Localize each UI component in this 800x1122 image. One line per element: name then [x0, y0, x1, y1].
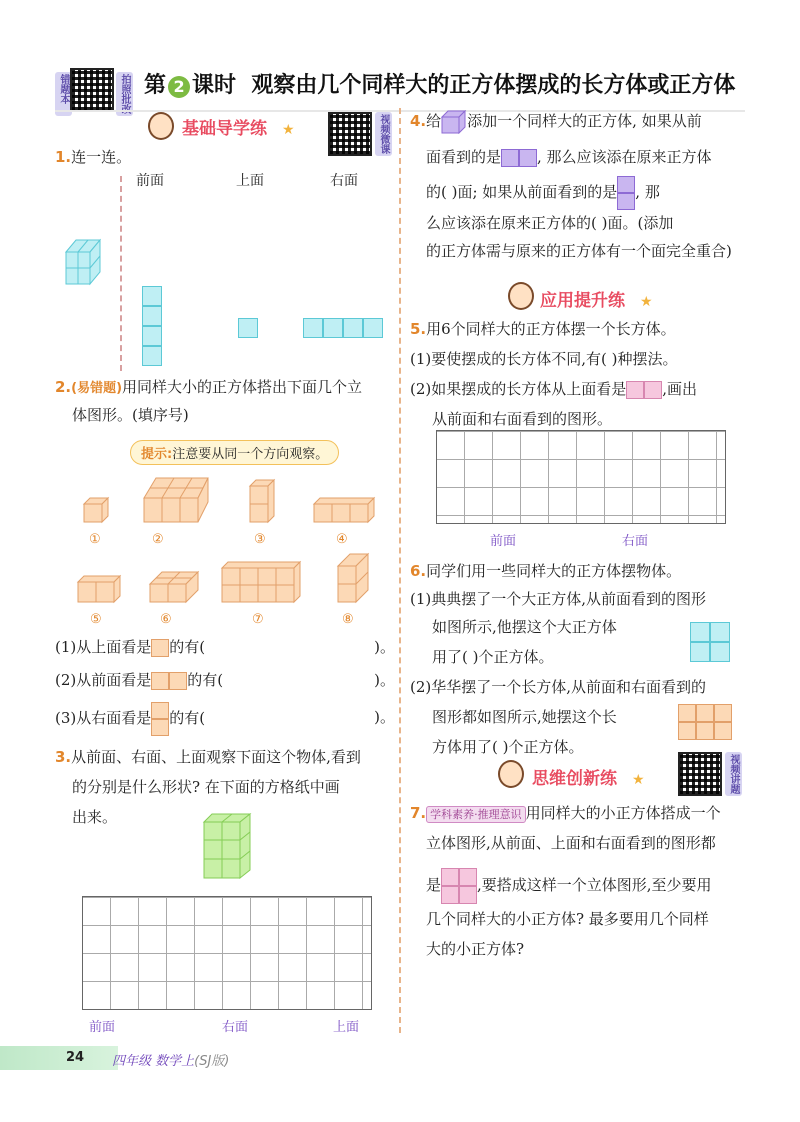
q3-object: [202, 812, 254, 880]
q3-line1: [55, 742, 361, 772]
q4-c: 的( )面; 如果从前面看到的是: [426, 183, 618, 201]
q2-sub2: [55, 665, 395, 695]
q2-sub2-c: )。: [374, 671, 395, 689]
error-book-label: 错题本: [55, 72, 72, 116]
q6-cube-front-view: [690, 622, 730, 662]
q2-hint: [130, 440, 339, 465]
cartoon-kid-icon: [508, 282, 534, 310]
q1-text: 连一连。: [71, 148, 132, 166]
q5-label-right: 右面: [622, 534, 649, 549]
page-title: [144, 68, 735, 99]
q3-label-top: 上面: [333, 1020, 360, 1035]
cube-cell: [142, 346, 162, 366]
q5-text: 用6个同样大的正方体摆一个长方体。: [426, 320, 676, 338]
q7-line1: [410, 798, 721, 830]
q4-front-view-vertical: [617, 176, 635, 210]
q2-sub1-b: 的有(: [169, 638, 206, 656]
label-5: ⑤: [90, 612, 102, 627]
q5-s2-c: 从前面和右面看到的图形。: [432, 410, 613, 428]
shape-two-squares: [151, 672, 187, 690]
q7-line2: 立体图形,从前面、上面和右面看到的图形都: [426, 834, 716, 852]
q4-b1: 面看到的是: [426, 148, 502, 166]
q1-number: 1.: [55, 148, 72, 166]
cube-cell: [617, 176, 635, 193]
cube-cell: [323, 318, 343, 338]
q6-s2-a: (2)华华摆了一个长方体,从前面和右面看到的: [410, 678, 707, 696]
cartoon-kid-icon: [148, 112, 174, 140]
photo-grading-label: 拍照批改: [116, 72, 133, 116]
q7-line5: 大的小正方体?: [426, 940, 525, 958]
q4-line5: 的正方体需与原来的正方体有一个面完全重合): [426, 242, 732, 260]
star-icon: ★: [282, 122, 295, 138]
q1-top-view: [238, 318, 258, 338]
q4-c2: , 那: [635, 183, 660, 201]
q6-s1-c: 用了( )个正方体。: [432, 648, 554, 666]
cube-cell: [644, 381, 662, 399]
q2-sub3-b: 的有(: [169, 709, 206, 727]
q3-label-front: 前面: [89, 1020, 116, 1035]
cube-cell: [678, 722, 696, 740]
section-apply-banner: 应用提升练: [540, 291, 625, 311]
q4-line3: [426, 176, 660, 210]
q7-tag: 学科素养·推理意识: [426, 806, 526, 823]
shape-2: [142, 474, 210, 524]
q2-sub3-c: )。: [374, 708, 395, 726]
cube-cell: [690, 642, 710, 662]
q5-s2-a: (2)如果摆成的长方体从上面看是: [410, 380, 627, 398]
column-divider: [399, 108, 401, 1033]
q5-label-front: 前面: [490, 534, 517, 549]
star-icon: ★: [632, 772, 645, 788]
q7-c2: ,要搭成这样一个立体图形,至少要用: [477, 876, 712, 894]
q7-view-shape: [441, 868, 477, 904]
footer-grade: 四年级 数学上: [112, 1054, 195, 1069]
q2-sub3: [55, 702, 395, 736]
cube-cell: [151, 672, 169, 690]
cube-cell: [169, 672, 187, 690]
qr-code-video-lesson[interactable]: [328, 112, 372, 156]
q7-line4: 几个同样大的小正方体? 最多要用几个同样: [426, 910, 709, 928]
q1-col-right: 右面: [330, 173, 358, 189]
cube-cell: [459, 868, 477, 886]
q3-text-b: 的分别是什么形状? 在下面的方格纸中画: [72, 778, 340, 796]
cube-cell: [696, 722, 714, 740]
cartoon-kid-icon: [498, 760, 524, 788]
q1-col-top: 上面: [236, 173, 264, 189]
qr-code-error-book[interactable]: [70, 68, 114, 112]
footer-brand: [112, 1050, 229, 1069]
shape-8: [336, 552, 370, 604]
q5-grid-paper[interactable]: [436, 430, 726, 524]
q6-number: 6.: [410, 562, 427, 580]
cube-cell: [343, 318, 363, 338]
page-number: 24: [66, 1050, 85, 1065]
shape-3: [248, 478, 276, 524]
q2-text-b: 体图形。(填序号): [72, 406, 189, 424]
lesson-title: 观察由几个同样大的正方体摆成的长方体或正方体: [251, 73, 736, 98]
label-6: ⑥: [160, 612, 172, 627]
q6-s2-b: 图形都如图所示,她摆这个长: [432, 708, 617, 726]
q3-grid-paper[interactable]: [82, 896, 372, 1010]
qr-code-video-explain[interactable]: [678, 752, 722, 796]
shape-4: [312, 496, 376, 524]
q5-sub2: [410, 374, 697, 404]
cube-cell: [678, 704, 696, 722]
q3-text-a: 从前面、右面、上面观察下面这个物体,看到: [71, 748, 361, 766]
cube-cell: [696, 704, 714, 722]
q2-text-a: 用同样大小的正方体搭出下面几个立: [122, 378, 363, 396]
video-explain-label: 视频讲题: [725, 752, 742, 796]
q2-number: 2.: [55, 378, 72, 396]
q1-front-view: [142, 286, 162, 366]
shape-two-squares-vertical: [151, 702, 169, 736]
shape-7: [220, 560, 302, 604]
q7-number: 7.: [410, 804, 427, 822]
label-4: ④: [336, 532, 348, 547]
q3-text-c: 出来。: [72, 808, 118, 826]
q3-label-right: 右面: [222, 1020, 249, 1035]
q6-text: 同学们用一些同样大的正方体摆物体。: [426, 562, 682, 580]
footer-bar: [0, 1046, 118, 1070]
cube-cell: [626, 381, 644, 399]
q2-sub1-a: (1)从上面看是: [55, 638, 152, 656]
cube-cell: [690, 622, 710, 642]
q5-number: 5.: [410, 320, 427, 338]
q5-line1: [410, 314, 676, 344]
cube-cell: [142, 326, 162, 346]
q6-s1-a: (1)典典摆了一个大正方体,从前面看到的图形: [410, 590, 707, 608]
shape-square: [151, 639, 169, 657]
shape-6: [148, 570, 200, 604]
q4-line4: 么应该添在原来正方体的( )面。(添加: [426, 214, 674, 232]
q5-s2-b: ,画出: [662, 380, 698, 398]
cube-cell: [441, 868, 459, 886]
q6-cuboid-view: [678, 704, 732, 740]
q2-sub3-a: (3)从右面看是: [55, 709, 152, 727]
cube-cell: [303, 318, 323, 338]
q5-sub1: (1)要使摆成的长方体不同,有( )种摆法。: [410, 350, 678, 368]
q2-sub1: [55, 632, 395, 662]
cube-cell: [714, 722, 732, 740]
q7-a: 用同样大的小正方体搭成一个: [525, 804, 721, 822]
label-3: ③: [254, 532, 266, 547]
cube-cell: [519, 149, 537, 167]
cube-cell: [142, 306, 162, 326]
q4-a1: 给: [426, 112, 442, 130]
q6-s1-b: 如图所示,他摆这个大正方体: [432, 618, 617, 636]
q4-purple-cube: [441, 110, 467, 134]
cube-cell: [501, 149, 519, 167]
cube-cell: [151, 702, 169, 719]
q7-c1: 是: [426, 876, 442, 894]
lesson-prefix: 第: [144, 73, 167, 98]
q6-s2-c: 方体用了( )个正方体。: [432, 738, 584, 756]
section-think-banner: 思维创新练: [532, 769, 617, 789]
label-1: ①: [89, 532, 101, 547]
label-8: ⑧: [342, 612, 354, 627]
q1-right-view: [303, 318, 383, 338]
video-lesson-label: 视频微课: [375, 112, 392, 156]
q4-line1: [410, 106, 702, 136]
label-7: ⑦: [252, 612, 264, 627]
cube-cell: [142, 286, 162, 306]
q1-col-front: 前面: [136, 173, 164, 189]
cube-cell: [459, 886, 477, 904]
q2-sub2-a: (2)从前面看是: [55, 671, 152, 689]
shape-5: [76, 574, 122, 604]
q2-sub1-c: )。: [374, 638, 395, 656]
section-basic-banner: 基础导学练: [182, 119, 267, 139]
q1-cube-stack: [62, 234, 106, 288]
q4-front-view-two: [501, 149, 537, 167]
cube-cell: [151, 719, 169, 736]
footer-edition: (SJ版): [194, 1054, 230, 1069]
label-2: ②: [152, 532, 164, 547]
cube-cell: [710, 642, 730, 662]
q4-number: 4.: [410, 112, 427, 130]
lesson-suffix: 课时: [192, 73, 237, 98]
q1-divider: [120, 176, 122, 371]
cube-cell: [363, 318, 383, 338]
q1-line: [55, 142, 131, 172]
cube-cell: [710, 622, 730, 642]
cube-cell: [714, 704, 732, 722]
q3-number: 3.: [55, 748, 72, 766]
q4-b2: , 那么应该添在原来正方体: [537, 148, 712, 166]
q2-sub2-b: 的有(: [187, 671, 224, 689]
q4-line2: [426, 142, 712, 172]
lesson-number: 2: [168, 76, 190, 98]
q4-a2: 添加一个同样大的正方体, 如果从前: [467, 112, 702, 130]
q2-tag: (易错题): [71, 381, 123, 396]
hint-text: 注意要从同一个方向观察。: [172, 447, 329, 462]
q6-line1: [410, 556, 681, 586]
q5-top-view: [626, 381, 662, 399]
q7-line3: [426, 868, 712, 904]
hint-label: 提示:: [141, 447, 173, 462]
star-icon: ★: [640, 294, 653, 310]
cube-cell: [441, 886, 459, 904]
shape-1: [82, 496, 110, 524]
